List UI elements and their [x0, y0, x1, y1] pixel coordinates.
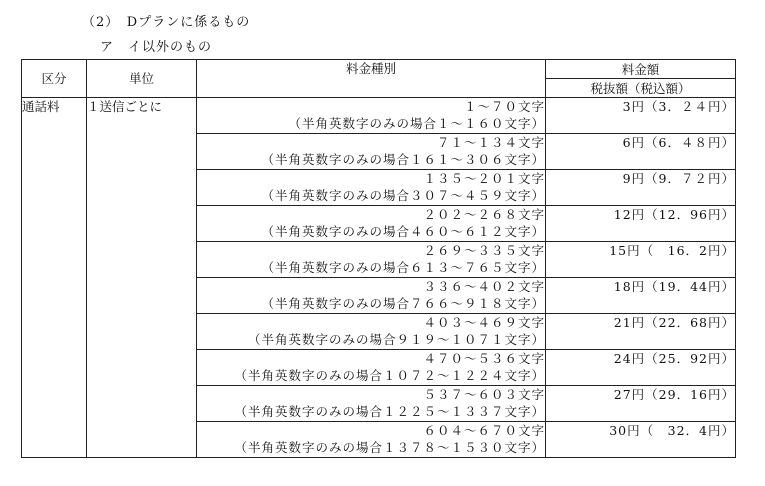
- cell-shubetsu: [197, 350, 546, 386]
- cell-fee: 3円（3．２４円）: [546, 98, 736, 134]
- cell-shubetsu: [197, 242, 546, 278]
- halfwidth-range: （半角英数字のみの場合７６６～９１８文字）: [261, 296, 545, 311]
- header-tani: 単位: [87, 60, 197, 98]
- char-range: ６０４～６７０文字: [423, 423, 545, 438]
- halfwidth-range: （半角英数字のみの場合１～１６０文字）: [288, 116, 545, 131]
- cell-shubetsu: [197, 422, 546, 458]
- cell-fee: 24円（25．92円）: [546, 350, 736, 386]
- char-range: ２６９～３３５文字: [423, 243, 545, 258]
- cell-fee: 15円（ 16．2円）: [546, 242, 736, 278]
- cell-fee: 30円（ 32．4円）: [546, 422, 736, 458]
- halfwidth-range: （半角英数字のみの場合１０７２～１２２４文字）: [234, 368, 545, 383]
- cell-fee: 21円（22．68円）: [546, 314, 736, 350]
- halfwidth-range: （半角英数字のみの場合１６１～３０６文字）: [261, 152, 545, 167]
- header-kubun: 区分: [22, 60, 87, 98]
- subsection-heading: ア イ以外のもの: [100, 40, 213, 55]
- cell-fee: 9円（9．７２円）: [546, 170, 736, 206]
- cell-shubetsu: [197, 278, 546, 314]
- char-range: ２０２～２６８文字: [423, 207, 545, 222]
- cell-shubetsu: [197, 134, 546, 170]
- char-range: １３５～２０１文字: [423, 171, 545, 186]
- table-row: [22, 98, 736, 134]
- cell-kubun: 通話料: [22, 98, 87, 458]
- char-range: ７１～１３４文字: [436, 135, 545, 150]
- header-gaku: 料金額: [546, 60, 736, 79]
- char-range: ５３７～６０３文字: [423, 387, 545, 402]
- halfwidth-range: （半角英数字のみの場合４６０～６１２文字）: [261, 224, 545, 239]
- cell-shubetsu: [197, 98, 546, 134]
- cell-tani: １送信ごとに: [87, 98, 197, 458]
- char-range: １～７０文字: [463, 99, 545, 114]
- section-heading: （2） Dプランに係るもの: [82, 15, 251, 30]
- char-range: ４０３～４６９文字: [423, 315, 545, 330]
- cell-fee: 12円（12．96円）: [546, 206, 736, 242]
- halfwidth-range: （半角英数字のみの場合１３７８～１５３０文字）: [234, 440, 545, 455]
- cell-shubetsu: [197, 314, 546, 350]
- halfwidth-range: （半角英数字のみの場合９１９～１０７１文字）: [247, 332, 545, 347]
- halfwidth-range: （半角英数字のみの場合３０７～４５９文字）: [261, 188, 545, 203]
- halfwidth-range: （半角英数字のみの場合６１３～７６５文字）: [261, 260, 545, 275]
- header-shubetsu: 料金種別: [197, 60, 546, 98]
- char-range: ３３６～４０２文字: [423, 279, 545, 294]
- header-gaku-sub: 税抜額（税込額）: [546, 79, 736, 98]
- cell-fee: 27円（29．16円）: [546, 386, 736, 422]
- cell-shubetsu: [197, 170, 546, 206]
- cell-fee: 6円（6．４８円）: [546, 134, 736, 170]
- cell-shubetsu: [197, 206, 546, 242]
- halfwidth-range: （半角英数字のみの場合１２２５～１３３７文字）: [234, 404, 545, 419]
- char-range: ４７０～５３６文字: [423, 351, 545, 366]
- fee-table: [21, 59, 736, 458]
- cell-shubetsu: [197, 386, 546, 422]
- cell-fee: 18円（19．44円）: [546, 278, 736, 314]
